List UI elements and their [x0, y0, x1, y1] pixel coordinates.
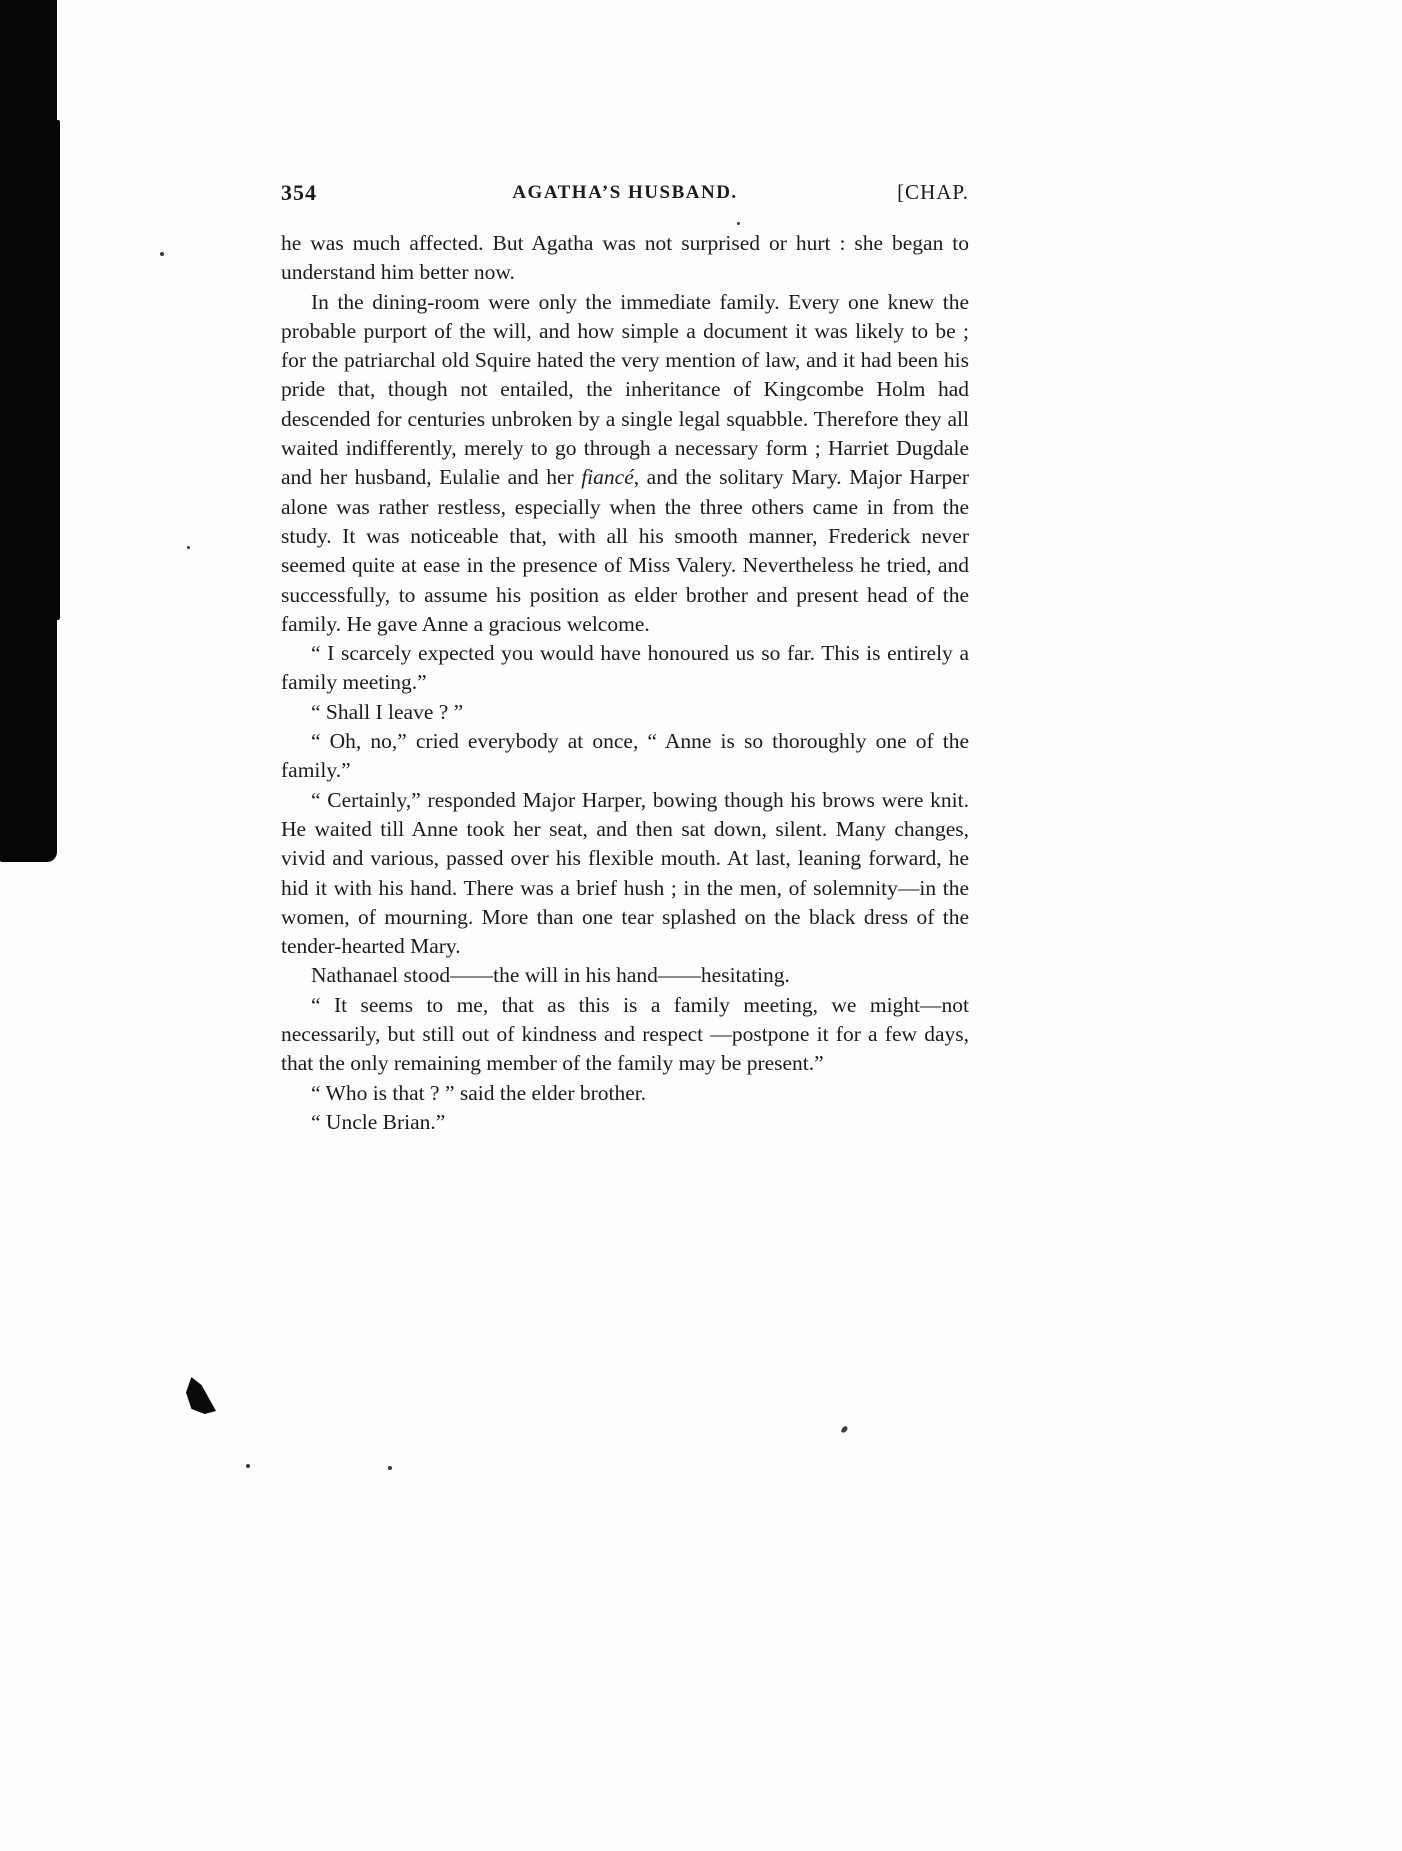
page-number: 354 — [281, 180, 317, 205]
paragraph: Nathanael stood——the will in his hand——hesitating. — [311, 963, 790, 988]
scan-speck — [187, 546, 190, 549]
paragraph-text: In the dining-room were only the immediate family. Every one knew the probable purport of the will, and how simple a document it was likely to be ; for the patriarchal old Squire hated the very mention of law, and it had been his pride that, though not entailed, the inheritance of Kingcombe Holm had descended for centuries unbroken by a single legal squabble. Therefore they all waited indifferently, merely to go through a necessary form ; Harriet Dugdale and her husband, Eulalie and her — [281, 289, 969, 490]
page-header — [281, 180, 969, 212]
ink-blot — [186, 1377, 216, 1414]
paragraph — [281, 288, 969, 640]
paragraph-dialogue: “ Shall I leave ? ” — [311, 699, 464, 724]
running-title: AGATHA’S HUSBAND. — [512, 182, 738, 203]
paragraph-dialogue: “ Uncle Brian.” — [311, 1109, 446, 1134]
scan-speck — [160, 252, 164, 256]
italic-word: fiancé — [581, 465, 634, 490]
chapter-marker: [CHAP. — [897, 180, 969, 204]
paragraph-text: , and the solitary Mary. Major Harper alone was rather restless, especially when the three others came in from the study. It was noticeable that, with all his smooth manner, Frederick never seemed quite at ease in the presence of Miss Valery. Nevertheless he tried, and successfully, to assume his position as elder brother and present head of the family. He gave Anne a gracious welcome. — [281, 465, 969, 636]
paragraph: “ Certainly,” responded Major Harper, bowing though his brows were knit. He waited till Anne took her seat, and then sat down, silent. Many changes, vivid and various, passed over his flexible mouth. At last, leaning forward, he hid it with his hand. There was a brief hush ; in the men, of solemnity—in the women, of mourning. More than one tear splashed on the black dress of the tender-hearted Mary. — [281, 787, 969, 959]
paragraph-dialogue: “ Oh, no,” cried everybody at once, “ Anne is so thoroughly one of the family.” — [281, 729, 969, 783]
paragraph-continuation: he was much affected. But Agatha was not surprised or hurt : she began to understand him better now. — [281, 231, 969, 285]
paragraph-dialogue: “ It seems to me, that as this is a family meeting, we might—not necessarily, but still out of kindness and respect —postpone it for a few days, that the only remaining member of the family may be present.” — [281, 992, 969, 1076]
scan-edge-artifact — [0, 0, 57, 862]
paragraph-dialogue: “ I scarcely expected you would have honoured us so far. This is entirely a family meeting.” — [281, 641, 969, 695]
scan-speck — [841, 1425, 848, 1433]
page-body — [281, 229, 969, 1137]
scan-speck — [737, 222, 740, 225]
scan-speck — [246, 1464, 250, 1468]
scan-speck — [388, 1466, 392, 1470]
paragraph-dialogue: “ Who is that ? ” said the elder brother. — [311, 1080, 647, 1105]
